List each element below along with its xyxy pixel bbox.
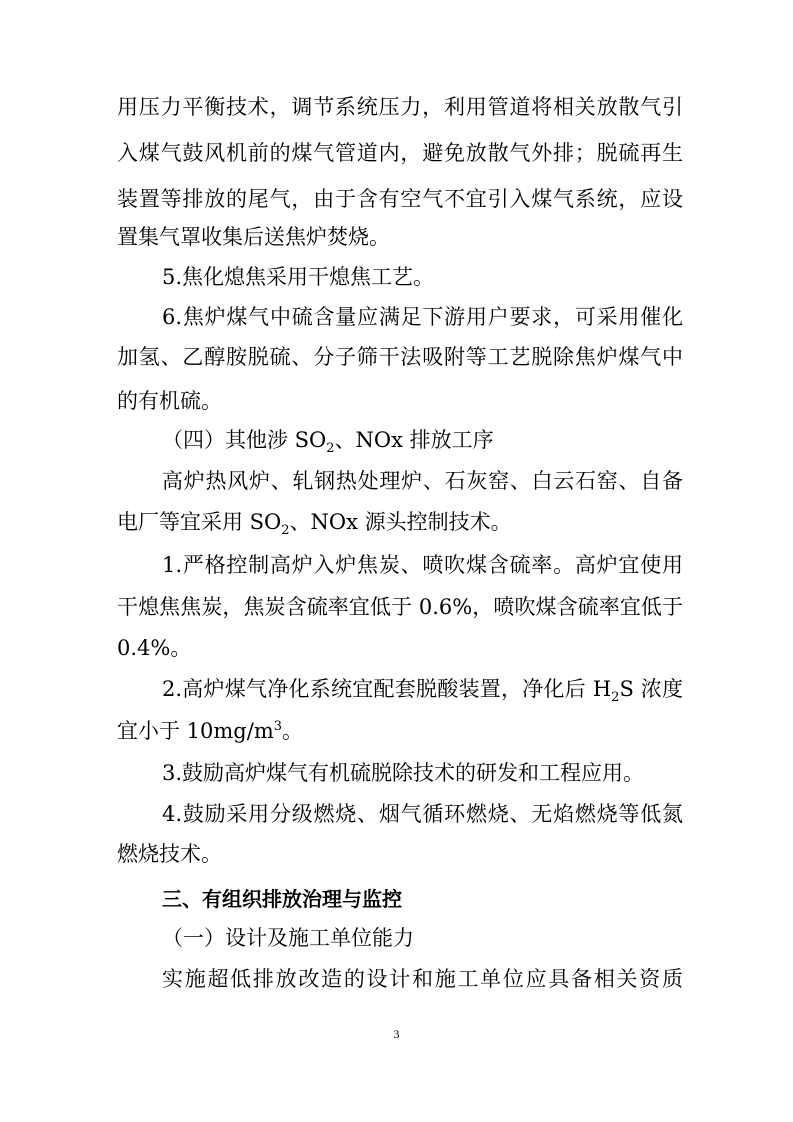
- heading-text: 、NOx 排放工序: [334, 428, 494, 452]
- paragraph-line: 用压力平衡技术，调节系统压力，利用管道将相关放散气引: [117, 95, 683, 119]
- line-text: 2.高炉煤气净化系统宜配套脱酸装置，净化后 H: [162, 677, 612, 701]
- paragraph-line: 干熄焦焦炭，焦炭含硫率宜低于 0.6%，喷吹煤含硫率宜低于: [117, 595, 683, 619]
- list-item-4: 4.鼓励采用分级燃烧、烟气循环燃烧、无焰燃烧等低氮: [162, 802, 683, 826]
- subscript: 2: [326, 441, 335, 455]
- subsection-heading-1: （一）设计及施工单位能力: [162, 926, 414, 950]
- line-text: S 浓度: [619, 677, 683, 701]
- section-heading-3: 三、有组织排放治理与监控: [162, 887, 402, 911]
- line-text: 、NOx 源头控制技术。: [289, 510, 512, 534]
- line-text: 宜小于 10mg/m: [117, 719, 274, 743]
- line-text: 。: [282, 719, 304, 743]
- list-item-2: [162, 674, 683, 704]
- paragraph-line: 加氢、乙醇胺脱硫、分子筛干法吸附等工艺脱除焦炉煤气中: [117, 345, 683, 369]
- paragraph-line: [117, 507, 683, 537]
- paragraph-line: 的有机硫。: [117, 389, 222, 413]
- superscript: 3: [273, 719, 283, 734]
- subscript: 2: [611, 690, 620, 704]
- section-heading-4: [162, 425, 683, 455]
- list-item-6: 6.焦炉煤气中硫含量应满足下游用户要求，可采用催化: [162, 305, 683, 329]
- paragraph-line: [117, 716, 683, 746]
- page-number: 3: [393, 1027, 400, 1041]
- heading-text: （四）其他涉 SO: [162, 428, 327, 452]
- paragraph-line: 0.4%。: [117, 636, 192, 660]
- paragraph-line: 高炉热风炉、轧钢热处理炉、石灰窑、白云石窑、自备: [162, 469, 683, 493]
- paragraph-line: 置集气罩收集后送焦炉焚烧。: [117, 225, 390, 249]
- list-item-3: 3.鼓励高炉煤气有机硫脱除技术的研发和工程应用。: [162, 761, 645, 785]
- paragraph-line: 实施超低排放改造的设计和施工单位应具备相关资质: [162, 967, 683, 991]
- subscript: 2: [281, 523, 290, 537]
- paragraph-line: 入煤气鼓风机前的煤气管道内，避免放散气外排；脱硫再生: [117, 141, 683, 165]
- line-text: 电厂等宜采用 SO: [117, 510, 282, 534]
- list-item-1: 1.严格控制高炉入炉焦炭、喷吹煤含硫率。高炉宜使用: [162, 553, 683, 577]
- paragraph-line: 装置等排放的尾气，由于含有空气不宜引入煤气系统，应设: [117, 187, 683, 211]
- paragraph-line: 燃烧技术。: [117, 842, 222, 866]
- list-item-5: 5.焦化熄焦采用干熄焦工艺。: [162, 265, 435, 289]
